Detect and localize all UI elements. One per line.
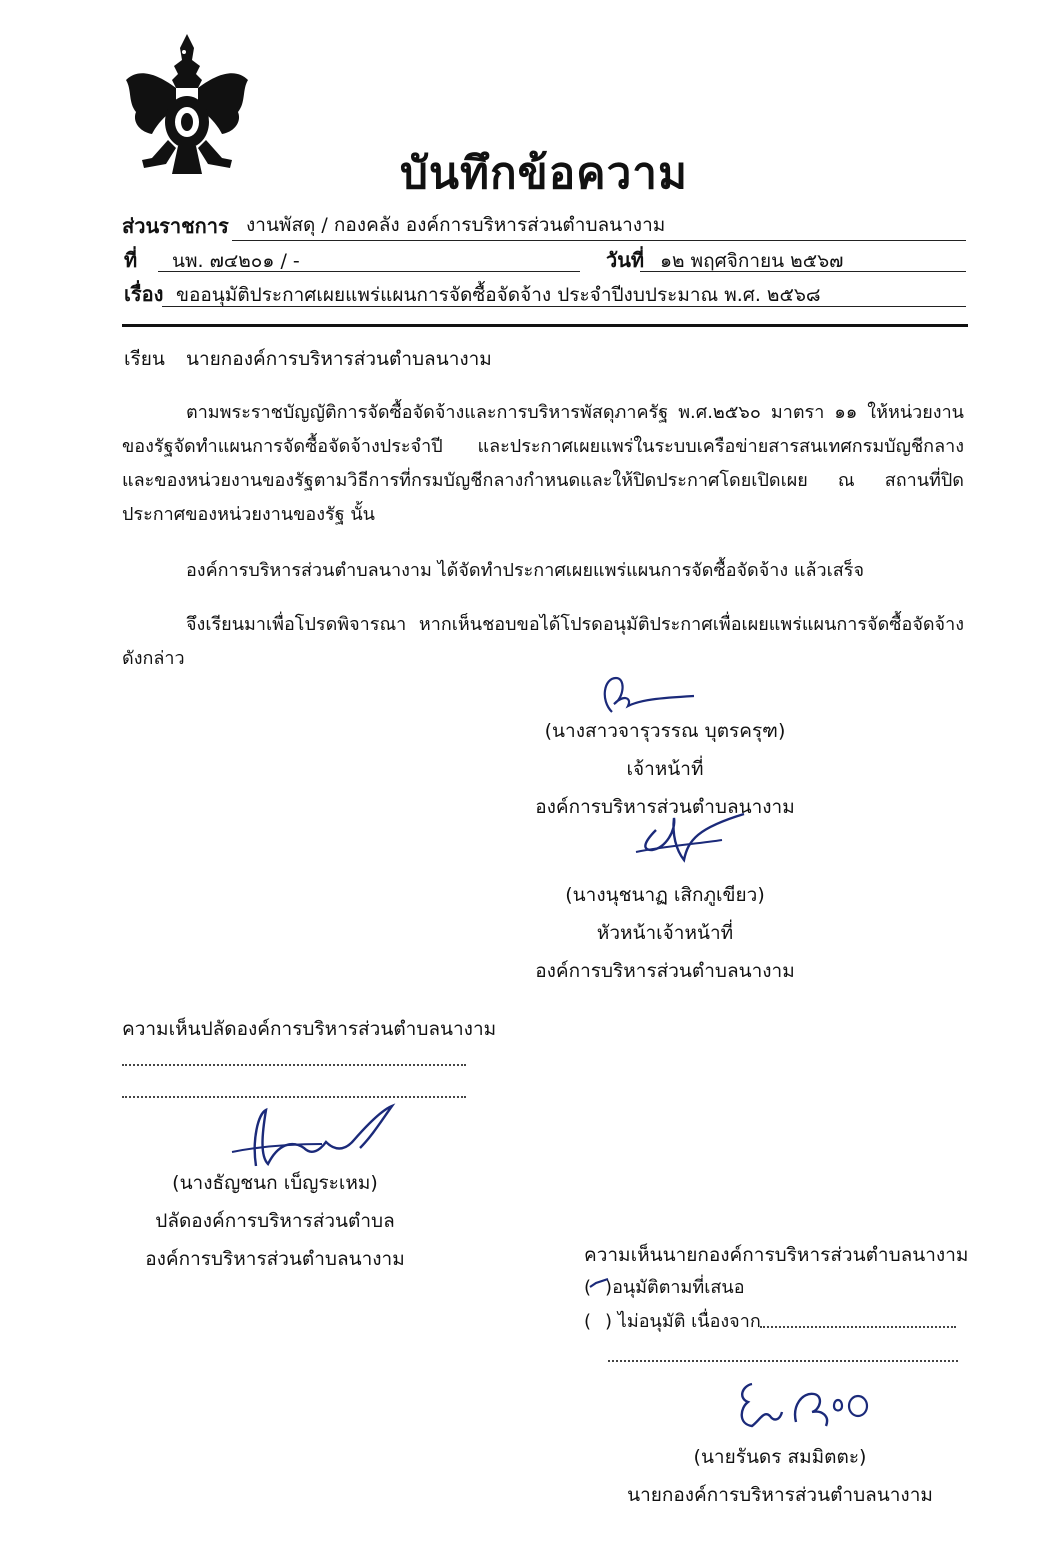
option-reject-label: ไม่อนุมัติ เนื่องจาก	[617, 1311, 761, 1332]
signature-1-name: (นางสาวจารุวรรณ บุตรครุฑ)	[544, 720, 786, 742]
field-value-number: นพ. ๗๔๒๐๑ / -	[172, 250, 300, 272]
signature-2-org: องค์การบริหารส่วนตำบลนางาม	[535, 960, 795, 982]
field-value-department: งานพัสดุ / กองคลัง องค์การบริหารส่วนตำบลนางาม	[246, 214, 666, 236]
deputy-org: องค์การบริหารส่วนตำบลนางาม	[145, 1248, 405, 1270]
field-label-date: วันที่	[606, 248, 645, 272]
mayor-name: (นายรันดร สมมิตตะ)	[693, 1446, 867, 1468]
underline-subject	[162, 306, 966, 307]
field-value-date: ๑๒ พฤศจิกายน ๒๕๖๗	[660, 250, 844, 272]
field-label-number: ที่	[124, 248, 138, 272]
option-approve	[584, 1272, 745, 1301]
underline-number	[158, 271, 580, 272]
header-divider	[122, 324, 968, 327]
deputy-name: (นางธัญชนก เบ็ญระเหม)	[172, 1172, 378, 1194]
salutation-label: เรียน	[124, 348, 165, 370]
option-reject-checkbox: ( )	[584, 1311, 613, 1332]
deputy-opinion-heading: ความเห็นปลัดองค์การบริหารส่วนตำบลนางาม	[122, 1018, 497, 1040]
body-paragraph-1: ตามพระราชบัญญัติการจัดซื้อจัดจ้างและการบริหารพัสดุภาครัฐ พ.ศ.๒๕๖๐ มาตรา ๑๑ ให้หน่วยงานของรัฐจัดทำแผนการจัดซื้อจัดจ้างประจำปี และประกาศเผยแพร่ในระบบเครือข่ายสารสนเทศกรมบัญชีกลางและของหน่วยงานของรัฐตามวิธีการที่กรมบัญชีกลางกำหนดและให้ปิดประกาศโดยเปิดเผย ณ สถานที่ปิดประกาศของหน่วยงานของรัฐ นั้น	[122, 402, 964, 525]
deputy-opinion-line-1	[122, 1064, 466, 1066]
signature-1-org: องค์การบริหารส่วนตำบลนางาม	[535, 796, 795, 818]
body-paragraph-3: จึงเรียนมาเพื่อโปรดพิจารณา หากเห็นชอบขอได้โปรดอนุมัติประกาศเพื่อเผยแพร่แผนการจัดซื้อจัดจ้าง ดังกล่าว	[122, 614, 964, 669]
signature-mayor-image	[730, 1376, 880, 1436]
signature-2-image	[626, 810, 756, 870]
body-paragraph-2: องค์การบริหารส่วนตำบลนางาม ได้จัดทำประกาศเผยแพร่แผนการจัดซื้อจัดจ้าง แล้วเสร็จ	[186, 560, 865, 581]
mayor-opinion-heading: ความเห็นนายกองค์การบริหารส่วนตำบลนางาม	[584, 1244, 969, 1266]
option-approve-label: อนุมัติตามที่เสนอ	[612, 1277, 745, 1298]
deputy-signature-block	[120, 1168, 430, 1274]
reject-reason-line-1	[760, 1326, 956, 1328]
mayor-signature-block	[620, 1442, 940, 1510]
field-label-department: ส่วนราชการ	[122, 214, 229, 238]
signature-1-block	[520, 716, 810, 822]
deputy-opinion-line-2	[122, 1096, 466, 1098]
mayor-position: นายกองค์การบริหารส่วนตำบลนางาม	[627, 1484, 933, 1506]
option-approve-checkbox: ( )	[584, 1277, 613, 1298]
deputy-position: ปลัดองค์การบริหารส่วนตำบล	[155, 1210, 395, 1232]
underline-department	[232, 240, 966, 241]
signature-2-block	[520, 880, 810, 986]
garuda-emblem	[122, 30, 252, 178]
reject-reason-line-2	[608, 1360, 958, 1362]
salutation-recipient: นายกองค์การบริหารส่วนตำบลนางาม	[186, 348, 492, 370]
signature-2-position: หัวหน้าเจ้าหน้าที่	[596, 922, 734, 944]
option-reject	[584, 1306, 761, 1335]
signature-1-position: เจ้าหน้าที่	[626, 758, 704, 780]
check-mark-icon	[588, 1275, 610, 1295]
field-value-subject: ขออนุมัติประกาศเผยแพร่แผนการจัดซื้อจัดจ้าง ประจำปีงบประมาณ พ.ศ. ๒๕๖๘	[176, 284, 821, 306]
document-title: บันทึกข้อความ	[400, 148, 689, 199]
signature-deputy-image	[222, 1100, 402, 1172]
signature-2-name: (นางนุชนาฏ เสิกภูเขียว)	[565, 884, 765, 906]
field-label-subject: เรื่อง	[124, 282, 164, 306]
underline-date	[640, 271, 966, 272]
signature-1-image	[598, 672, 708, 718]
